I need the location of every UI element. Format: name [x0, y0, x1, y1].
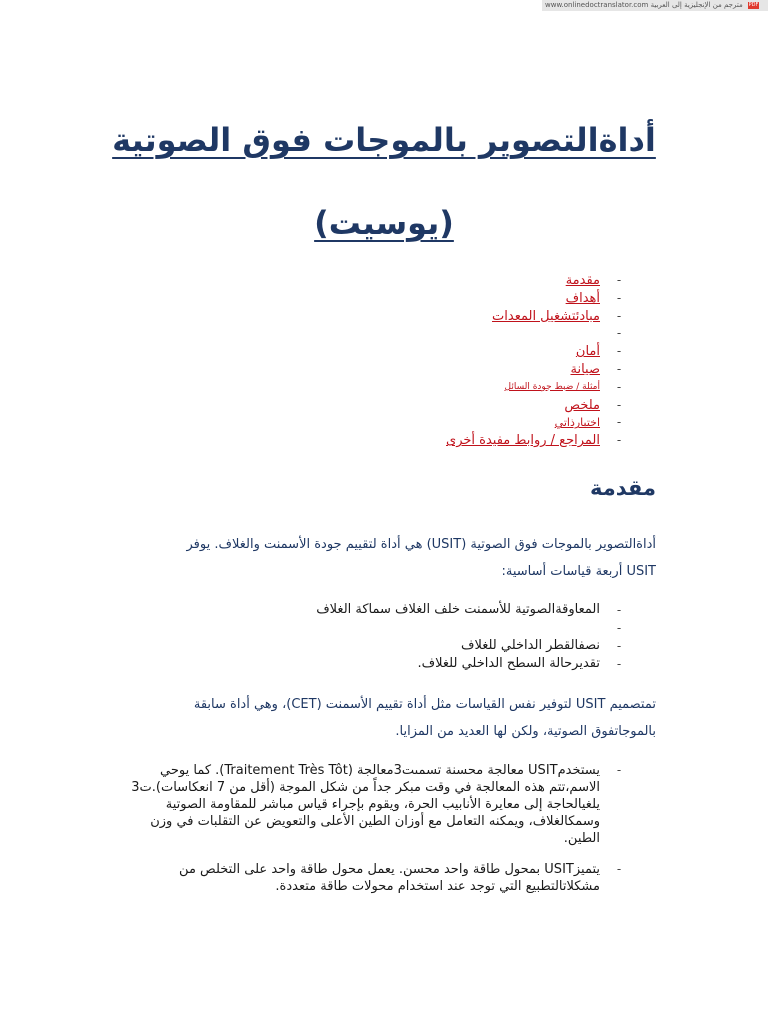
- list-bullet: -: [616, 639, 622, 653]
- design-line-2: بالموجاتفوق الصوتية، ولكن لها العديد من المزايا.: [395, 724, 656, 739]
- measurements-list: [130, 601, 630, 673]
- toc-link-self-test[interactable]: اختبارذاتي: [554, 416, 600, 430]
- pdf-logo-icon: PDF: [748, 1, 759, 8]
- list-item: [130, 601, 630, 619]
- design-paragraph: [96, 691, 656, 745]
- toc-item: [130, 379, 630, 397]
- toc-item: [130, 343, 630, 361]
- list-item: [130, 655, 630, 673]
- feature-text: يتميزUSIT بمحول طاقة واحد محسن. يعمل محول طاقة واحد على التخلص من مشكلاتالتطبيع التي توجد عند استخدام محولات طاقة متعددة.: [179, 862, 600, 894]
- document-title-line1: أداةالتصوير بالموجات فوق الصوتية: [112, 121, 656, 159]
- feature-text: يستخدمUSIT معالجة محسنة تسمىت3معالجة (Traitement Très Tôt). كما يوحي الاسم،تتم هذه المعالجة في وقت مبكر جداً من شكل الموجة (أقل من 7 انعكاسات).ت3 يلغيالحاجة إلى معايرة الأنابيب الحرة، ويقوم بإجراء قياس مباشر للمقاومة الصوتية وسمكالغلاف، ويمكنه التعامل مع أوزان الطين الأعلى والتعويض عن التقلبات في وزن الطين.: [131, 763, 600, 846]
- toc-bullet: -: [616, 379, 622, 394]
- toc-item: [130, 432, 630, 450]
- list-item: [130, 619, 630, 637]
- toc-bullet: -: [616, 326, 622, 341]
- list-bullet: -: [616, 763, 622, 777]
- list-bullet: -: [616, 603, 622, 617]
- measurement-text: المعاوقةالصوتية للأسمنت خلف الغلاف سماكة الغلاف: [316, 602, 600, 617]
- toc-bullet: -: [616, 361, 622, 376]
- toc-link-maintenance[interactable]: صيانة: [570, 361, 600, 377]
- toc-item: [130, 272, 630, 290]
- intro-paragraph: [96, 531, 656, 585]
- toc-item: [130, 308, 630, 326]
- toc-link-safety[interactable]: أمان: [575, 344, 600, 360]
- toc-bullet: -: [616, 273, 622, 287]
- toc-bullet: -: [616, 290, 622, 305]
- list-item: [130, 762, 630, 847]
- list-bullet: -: [616, 621, 622, 635]
- measurement-text: تقديرحالة السطح الداخلي للغلاف.: [417, 656, 600, 671]
- toc-link-objectives[interactable]: أهداف: [565, 290, 600, 306]
- translator-banner[interactable]: [542, 0, 768, 11]
- toc-bullet: -: [616, 344, 622, 359]
- toc-item: [130, 397, 630, 415]
- toc-link-operating-principles[interactable]: مبادئتشغيل المعدات: [492, 308, 600, 324]
- features-list: [130, 762, 630, 909]
- list-bullet: -: [616, 657, 622, 671]
- toc-item: [130, 325, 630, 343]
- toc-link-summary[interactable]: ملخص: [564, 397, 600, 413]
- banner-url[interactable]: www.onlinedoctranslator.com: [545, 1, 649, 9]
- intro-line-1: أداةالتصوير بالموجات فوق الصوتية (USIT) هي أداة لتقييم جودة الأسمنت والغلاف. يوفر: [186, 537, 656, 552]
- toc-link-introduction[interactable]: مقدمة: [565, 273, 600, 288]
- measurement-text: نصفالقطر الداخلي للغلاف: [460, 638, 600, 653]
- list-bullet: -: [616, 862, 622, 876]
- design-line-1: تمتصميم USIT لتوفير نفس القياسات مثل أداة تقييم الأسمنت (CET)، وهي أداة سابقة: [193, 697, 656, 712]
- list-item: [130, 637, 630, 655]
- table-of-contents: [130, 272, 630, 450]
- toc-link-references[interactable]: المراجع / روابط مفيدة أخرى: [446, 433, 600, 449]
- banner-text: مترجم من الإنجليزية إلى العربية: [650, 1, 743, 9]
- toc-item: [130, 361, 630, 379]
- list-item: [130, 861, 630, 895]
- document-title-line2: (يوسيت): [314, 204, 454, 242]
- toc-bullet: -: [616, 397, 622, 412]
- toc-item: [130, 414, 630, 432]
- toc-bullet: -: [616, 415, 622, 430]
- toc-item: [130, 290, 630, 308]
- toc-bullet: -: [616, 308, 622, 323]
- intro-line-2: USIT أربعة قياسات أساسية:: [501, 564, 656, 579]
- toc-link-examples[interactable]: أمثلة / ضبط جودة السائل: [504, 381, 600, 392]
- section-heading-introduction: مقدمة: [590, 476, 656, 500]
- toc-bullet: -: [616, 433, 622, 448]
